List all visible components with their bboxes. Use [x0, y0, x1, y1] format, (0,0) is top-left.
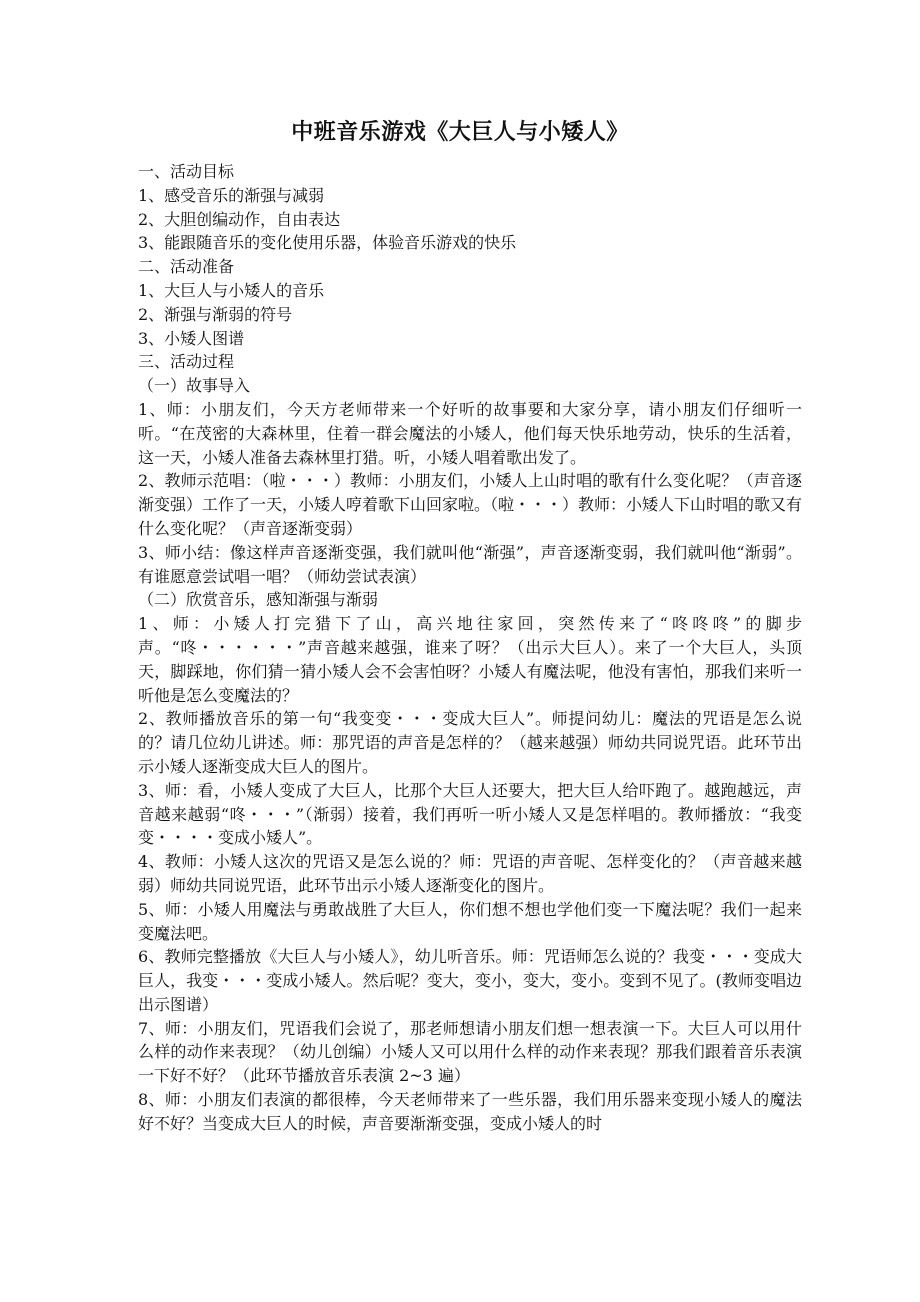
process-paragraph: 7、师：小朋友们，咒语我们会说了，那老师想请小朋友们想一想表演一下。大巨人可以用什么样的动作来表现？（幼儿创编）小矮人又可以用什么样的动作来表现？那我们跟着音乐表演一下好不好？（此环节播放音乐表演 2~3 遍）	[138, 1018, 802, 1086]
process-paragraph: 1、师：小矮人打完猎下了山，高兴地往家回，突然传来了“咚咚咚”的脚步声。“咚・・・・・・”声音越来越强，谁来了呀？（出示大巨人）。来了一个大巨人，头顶天，脚踩地，你们猜一猜小矮人会不会害怕呀？小矮人有魔法呢，他没有害怕，那我们来听一听他是怎么变魔法的？	[138, 614, 802, 705]
process-paragraph: 5、师：小矮人用魔法与勇敢战胜了大巨人，你们想不想也学他们变一下魔法呢？我们一起来变魔法吧。	[138, 899, 802, 943]
preparation-item: 3、小矮人图谱	[138, 328, 245, 348]
subsection-heading-music: （二）欣赏音乐，感知渐强与渐弱	[138, 590, 379, 610]
section-heading-goals: 一、活动目标	[138, 162, 235, 181]
process-paragraph: 6、教师完整播放《大巨人与小矮人》，幼儿听音乐。师：咒语师怎么说的？我变・・・变成大巨人，我变・・・变成小矮人。然后呢？变大，变小，变大，变小。变到不见了。(教师变唱边出示图谱）	[138, 947, 802, 1014]
process-paragraph: 3、师：看，小矮人变成了大巨人，比那个大巨人还要大，把大巨人给吓跑了。越跑越远，声音越来越弱“咚・・・”（渐弱）接着，我们再听一听小矮人又是怎样唱的。教师播放：“我变变・・・・变成小矮人”。	[138, 780, 802, 848]
process-paragraph: 3、师小结：像这样声音逐渐变强，我们就叫他“渐强”，声音逐渐变弱，我们就叫他“渐弱”。有谁愿意尝试唱一唱？（师幼尝试表演）	[138, 542, 802, 586]
goal-item: 1、感受音乐的渐强与减弱	[138, 185, 325, 205]
document-body	[138, 160, 802, 1136]
goal-item: 3、能跟随音乐的变化使用乐器，体验音乐游戏的快乐	[138, 233, 517, 253]
section-heading-process: 三、活动过程	[138, 352, 235, 372]
goal-item: 2、大胆创编动作，自由表达	[138, 209, 341, 229]
process-paragraph: 4、教师：小矮人这次的咒语又是怎么说的？师：咒语的声音呢、怎样变化的？（声音越来越弱）师幼共同说咒语，此环节出示小矮人逐渐变化的图片。	[138, 852, 802, 895]
subsection-heading-story: （一）故事导入	[138, 376, 251, 396]
preparation-item: 1、大巨人与小矮人的音乐	[138, 280, 325, 300]
process-paragraph: 8、师：小朋友们表演的都很棒，今天老师带来了一些乐器，我们用乐器来变现小矮人的魔法好不好？当变成大巨人的时候，声音要渐渐变强，变成小矮人的时	[138, 1090, 802, 1133]
process-paragraph: 1、师：小朋友们，今天方老师带来一个好听的故事要和大家分享，请小朋友们仔细听一听。“在茂密的大森林里，住着一群会魔法的小矮人，他们每天快乐地劳动，快乐的生活着，这一天，小矮人准备去森林里打猎。听，小矮人唱着歌出发了。	[138, 399, 802, 467]
process-paragraph: 2、教师播放音乐的第一句“我变变・・・变成大巨人”。师提问幼儿：魔法的咒语是怎么说的？请几位幼儿讲述。师：那咒语的声音是怎样的？（越来越强）师幼共同说咒语。此环节出示小矮人逐渐变成大巨人的图片。	[138, 709, 802, 776]
section-heading-preparation: 二、活动准备	[138, 257, 235, 277]
process-paragraph: 2、教师示范唱：（啦・・・）教师：小朋友们，小矮人上山时唱的歌有什么变化呢？（声音逐渐变强）工作了一天，小矮人哼着歌下山回家啦。（啦・・・）教师：小矮人下山时唱的歌又有什么变化呢？（声音逐渐变弱）	[138, 471, 803, 538]
document-title: 中班音乐游戏《大巨人与小矮人》	[291, 120, 629, 145]
preparation-item: 2、渐强与渐弱的符号	[138, 304, 293, 324]
